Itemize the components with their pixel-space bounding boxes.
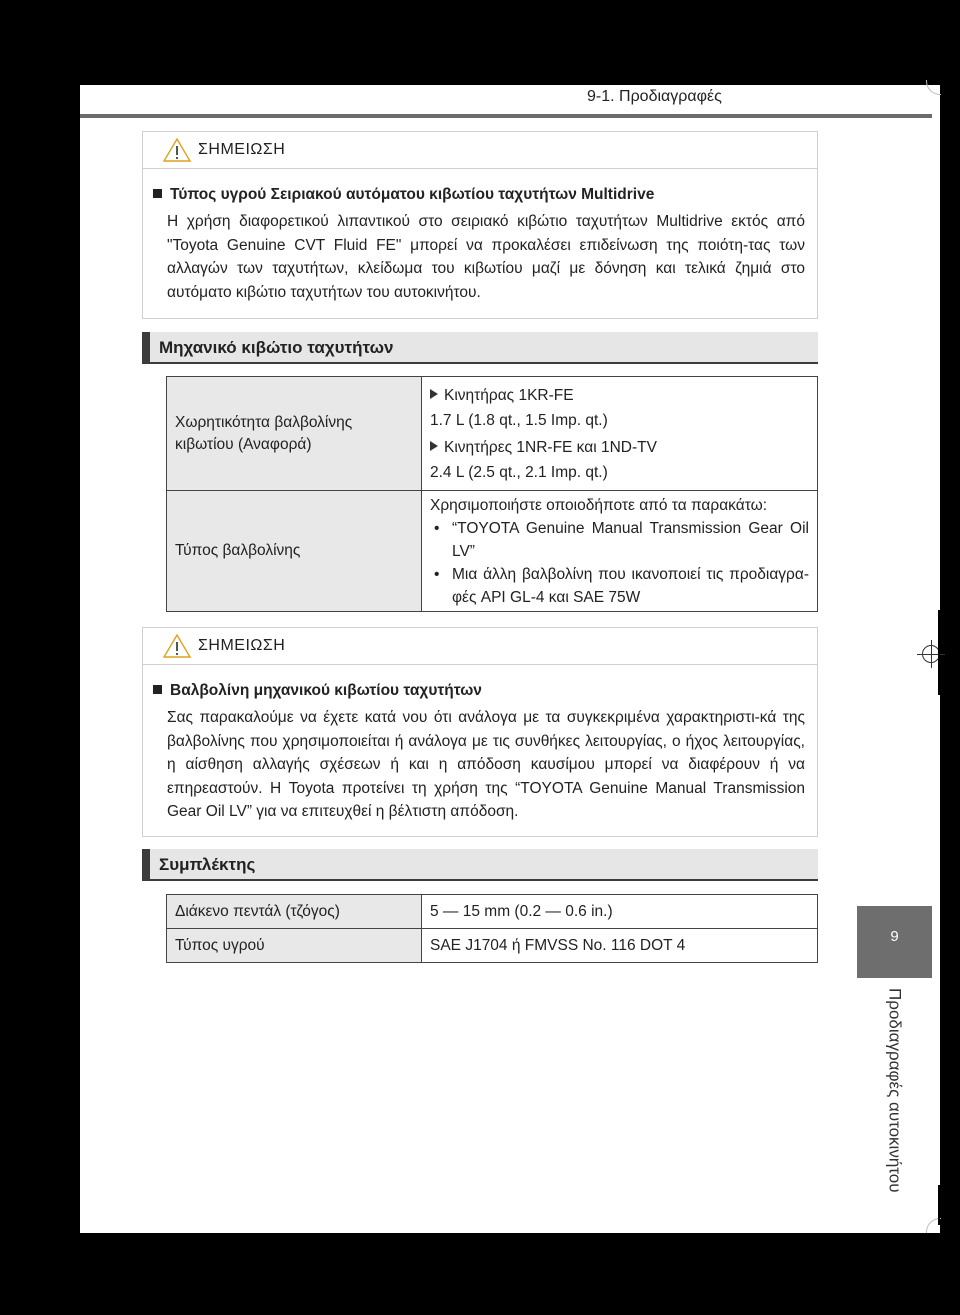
engine-2-line [430,435,809,460]
note-header [143,132,817,169]
note-title [153,682,482,700]
chapter-title: Προδιαγραφές αυτοκινήτου [885,988,905,1193]
oil-type-label-cell [167,491,422,612]
engine-1-value: 1.7 L (1.8 qt., 1.5 Imp. qt.) [430,411,608,429]
warning-icon [163,634,191,658]
engine-2-value: 2.4 L (2.5 qt., 2.1 Imp. qt.) [430,463,608,481]
note-text: Η χρήση διαφορετικού λιπαντικού στο σειριακό κιβώτιο ταχυτήτων Multidrive εκτός από "Toyota Genuine CVT Fluid FE" μπορεί να προκαλέσει επιδείνωση της ποιότη-τας των αλλαγών των ταχυτήτων, κλείδωμα του κιβωτίου μαζί με δόνηση και τελικά ζημιά στο αυτόματο κιβώτιο ταχυτήτων του αυτοκινήτου. [167,213,805,301]
section-heading-clutch [142,849,818,881]
capacity-label: Χωρητικότητα βαλβολίνης κιβωτίου (Αναφορά) [175,413,353,453]
header-rule [80,114,932,118]
chapter-tab-label-strip [857,978,932,1210]
section-title: Συμπλέκτης [159,855,256,874]
note-text: Σας παρακαλούμε να έχετε κατά νου ότι ανάλογα με τα συγκεκριμένα χαρακτηριστι-κά της βαλβολίνης που χρησιμοποιείται ή ανάλογα με τις συνθήκες λειτουργίας, ο ήχος λειτουργίας, η αίσθηση αλλαγής σχέσεων ή και η απόδοση καυσίμου μπορεί να διαφέρουν ή να επηρεαστούν. Η Toyota προτείνει τη χρήση της “TOYOTA Genuine Manual Transmission Gear Oil LV” για να επιτευχθεί η βέλτιστη απόδοση. [167,709,805,820]
pedal-freeplay-value: 5 — 15 mm (0.2 — 0.6 in.) [422,895,818,929]
capacity-value-cell [422,377,818,491]
note-header [143,628,817,665]
oil-type-option: • Μια άλλη βαλβολίνη που ικανοποιεί τις προδιαγρα-φές API GL-4 και SAE 75W [430,563,809,609]
section-accent [142,849,150,879]
clutch-table [166,894,818,963]
table-row [167,491,818,612]
table-row [167,377,818,491]
chapter-number: 9 [890,928,899,945]
engine-1-line [430,383,809,408]
note-label: ΣΗΜΕΙΩΣΗ [198,141,286,158]
oil-type-intro: Χρησιμοποιήστε οποιοδήποτε από τα παρακάτω: [430,496,768,514]
header-title: 9-1. Προδιαγραφές [587,88,722,105]
note-title [153,186,654,204]
note-label: ΣΗΜΕΙΩΣΗ [198,637,286,654]
oil-type-label: Τύπος βαλβολίνης [175,542,301,559]
section-heading-manual-transmission [142,332,818,364]
capacity-label-cell [167,377,422,491]
chapter-tab[interactable] [857,906,932,978]
section-title: Μηχανικό κιβώτιο ταχυτήτων [159,338,394,357]
fluid-type-label: Τύπος υγρού [167,929,422,963]
triangle-bullet-icon [430,389,438,399]
note-box-manual-gear-oil [142,627,818,837]
engine-1-label: Κινητήρας 1KR-FE [444,386,574,404]
triangle-bullet-icon [430,441,438,451]
square-bullet-icon [153,685,162,694]
note-title-text: Τύπος υγρού Σειριακού αυτόματου κιβωτίου ταχυτήτων Multidrive [170,186,655,203]
square-bullet-icon [153,189,162,198]
engine-2-label: Κινητήρες 1NR-FE και 1ND-TV [444,438,657,456]
table-row [167,929,818,963]
section-accent [142,332,150,362]
warning-icon [163,138,191,162]
oil-type-option: • “TOYOTA Genuine Manual Transmission Gear Oil LV” [430,517,809,563]
table-row [167,895,818,929]
note-title-text: Βαλβολίνη μηχανικού κιβωτίου ταχυτήτων [170,682,482,699]
oil-type-options [430,517,809,609]
edge-mark [938,1185,940,1225]
edge-mark [938,610,940,695]
pedal-freeplay-label: Διάκενο πεντάλ (τζόγος) [167,895,422,929]
note-box-multidrive [142,131,818,319]
oil-type-value-cell [422,491,818,612]
manual-transmission-table [166,376,818,612]
fluid-type-value: SAE J1704 ή FMVSS No. 116 DOT 4 [422,929,818,963]
